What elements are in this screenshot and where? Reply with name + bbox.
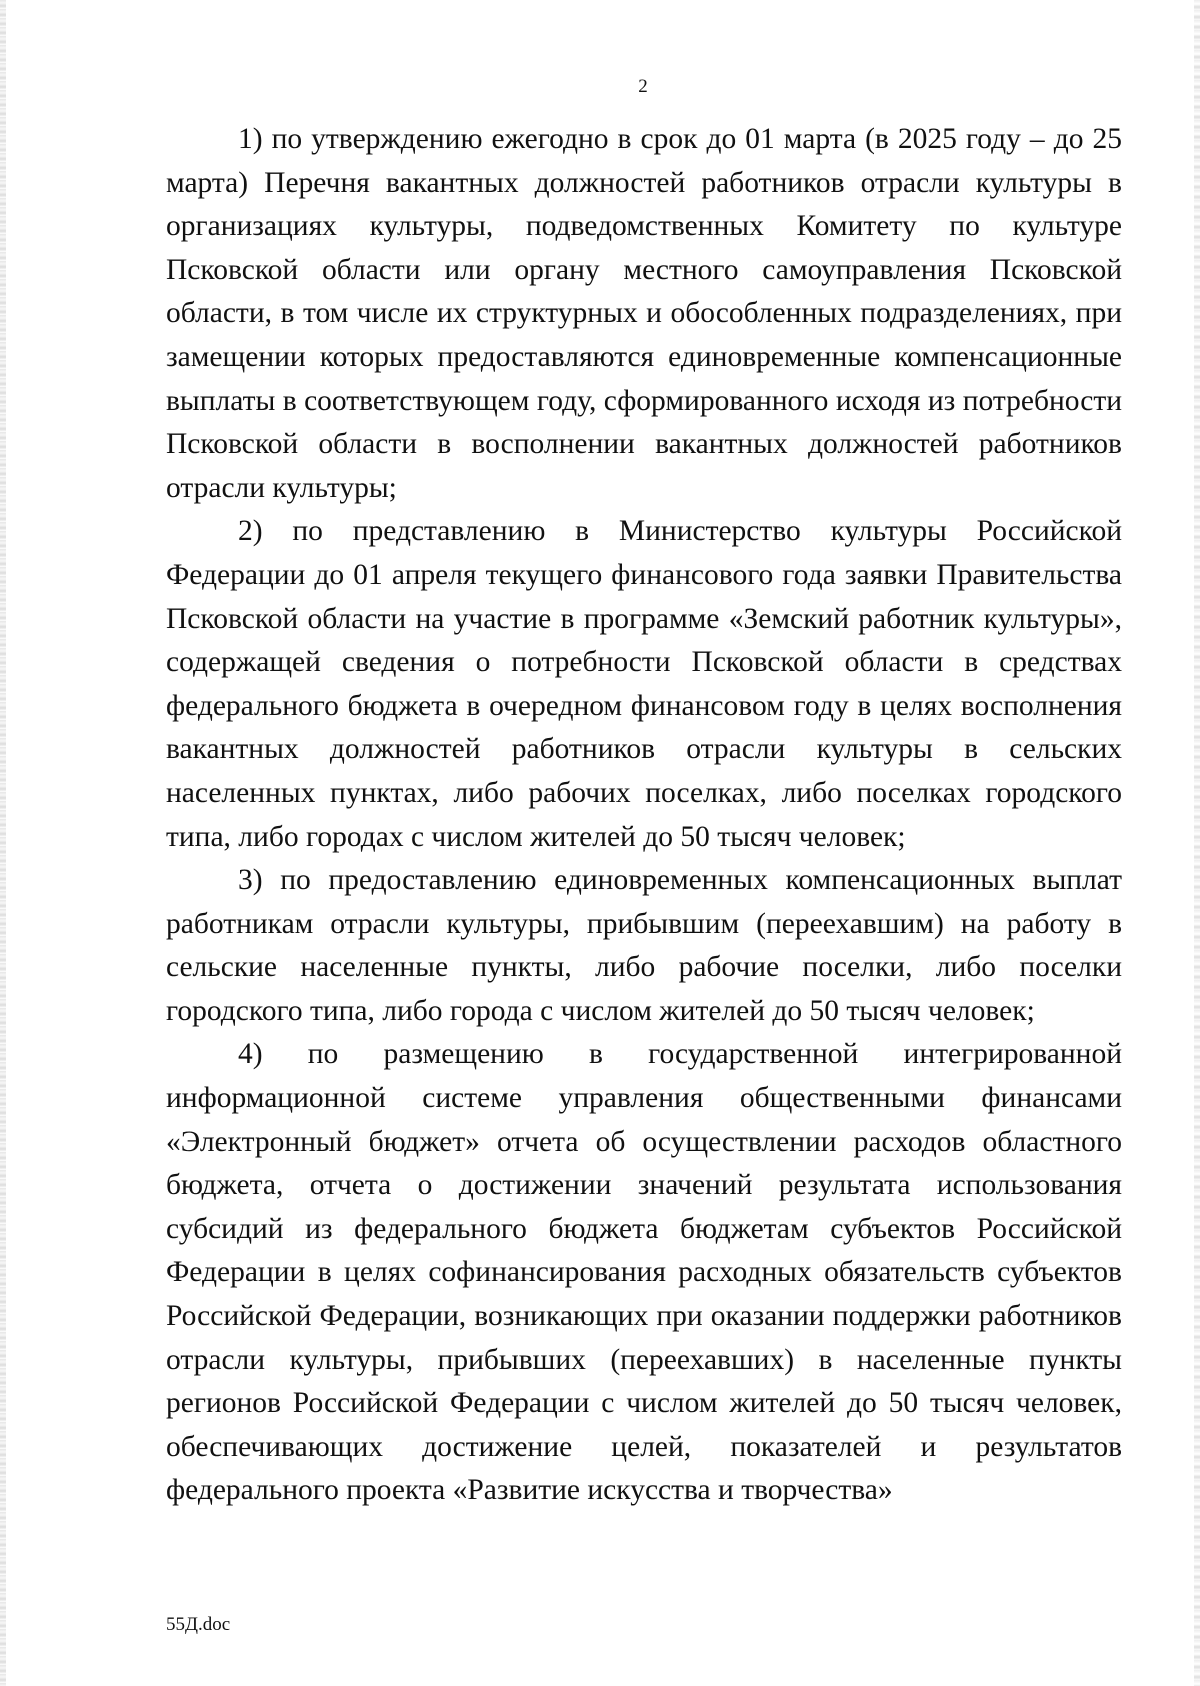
document-body — [166, 118, 1122, 1513]
scan-edge-left — [0, 0, 6, 1686]
scan-edge-right — [1194, 0, 1200, 1686]
paragraph-item-1: 1) по утверждению ежегодно в срок до 01 марта (в 2025 году – до 25 марта) Перечня вакантных должностей работников отрасли культуры в организациях культуры, подведомственных Комитету по культуре Псковской области или органу местного самоуправления Псковской области, в том числе их структурных и обособленных подразделениях, при замещении которых предоставляются единовременные компенсационные выплаты в соответствующем году, сформированного исходя из потребности Псковской области в восполнении вакантных должностей работников отрасли культуры; — [166, 123, 1122, 504]
footer-file-code: 55Д.doc — [166, 1614, 231, 1635]
page-number: 2 — [638, 76, 648, 97]
paragraph-item-2: 2) по представлению в Министерство культуры Российской Федерации до 01 апреля текущего финансового года заявки Правительства Псковской области на участие в программе «Земский работник культуры», содержащей сведения о потребности Псковской области в средствах федерального бюджета в очередном финансовом году в целях восполнения вакантных должностей работников отрасли культуры в сельских населенных пунктах, либо рабочих поселках, либо поселках городского типа, либо городах с числом жителей до 50 тысяч человек; — [166, 515, 1122, 853]
paragraph-item-4: 4) по размещению в государственной интегрированной информационной системе управления общественными финансами «Электронный бюджет» отчета об осуществлении расходов областного бюджета, отчета о достижении значений результата использования субсидий из федерального бюджета бюджетам субъектов Российской Федерации в целях софинансирования расходных обязательств субъектов Российской Федерации, возникающих при оказании поддержки работников отрасли культуры, прибывших (переехавших) в населенные пункты регионов Российской Федерации с числом жителей до 50 тысяч человек, обеспечивающих достижение целей, показателей и результатов федерального проекта «Развитие искусства и творчества» — [166, 1038, 1122, 1507]
paragraph-item-3: 3) по предоставлению единовременных компенсационных выплат работникам отрасли культуры, прибывшим (переехавшим) на работу в сельские населенные пункты, либо рабочие поселки, либо поселки городского типа, либо города с числом жителей до 50 тысяч человек; — [166, 864, 1122, 1027]
